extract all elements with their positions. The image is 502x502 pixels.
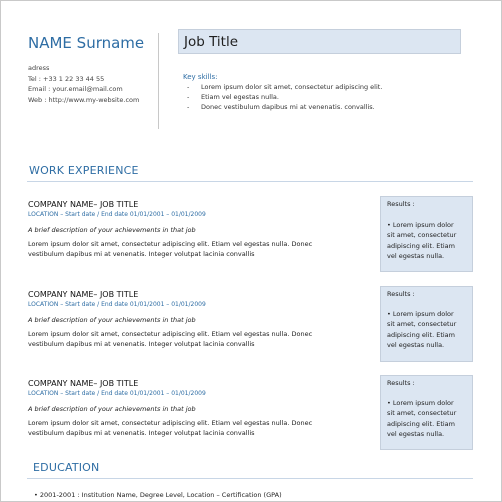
education-heading: EDUCATION	[33, 461, 100, 474]
results-box	[380, 196, 473, 272]
job-company: COMPANY NAME– JOB TITLE	[28, 379, 139, 388]
work-experience-rule	[27, 181, 473, 182]
contact-email: Email : your.email@mail.com	[28, 85, 123, 94]
job-title-box	[178, 29, 461, 54]
job-description: A brief description of your achievements in that job	[28, 405, 196, 413]
job-company: COMPANY NAME– JOB TITLE	[28, 290, 139, 299]
candidate-name: NAME Surname	[28, 34, 145, 52]
results-label: Results :	[387, 200, 415, 208]
job-entry	[28, 290, 373, 349]
skill-item: - Lorem ipsum dolor sit amet, consectetur adipiscing elit.	[187, 83, 383, 91]
contact-block	[28, 63, 139, 105]
results-text: • Lorem ipsum dolor sit amet, consectetur adipiscing elit. Etiam vel egestas nulla.	[387, 399, 457, 439]
job-body: Lorem ipsum dolor sit amet, consectetur adipiscing elit. Etiam vel egestas nulla. Donec vestibulum dapibus mi at venenatis. Integer volutpat lacinia convallis	[28, 330, 313, 348]
contact-address: adress	[28, 64, 50, 72]
results-label: Results :	[387, 379, 415, 387]
work-experience-heading: WORK EXPERIENCE	[29, 164, 139, 177]
job-description: A brief description of your achievements in that job	[28, 226, 196, 234]
job-location: LOCATION – Start date / End date 01/01/2001 – 01/01/2009	[28, 301, 206, 308]
skills-list	[187, 82, 382, 112]
job-entry	[28, 200, 373, 259]
skills-label: Key skills:	[183, 73, 218, 81]
skill-bullet: -	[187, 83, 190, 91]
skill-item: - Etiam vel egestas nulla.	[187, 93, 279, 101]
skill-bullet: -	[187, 93, 190, 101]
header-divider	[158, 33, 159, 129]
job-body: Lorem ipsum dolor sit amet, consectetur adipiscing elit. Etiam vel egestas nulla. Donec vestibulum dapibus mi at venenatis. Integer volutpat lacinia convallis	[28, 240, 313, 258]
job-title: Job Title	[184, 34, 239, 50]
results-text: • Lorem ipsum dolor sit amet, consectetur adipiscing elit. Etiam vel egestas nulla.	[387, 310, 457, 350]
results-box	[380, 375, 473, 450]
skill-bullet: -	[187, 103, 190, 111]
contact-website: Web : http://www.my-website.com	[28, 95, 140, 104]
contact-phone: Tel : +33 1 22 33 44 55	[28, 74, 105, 83]
job-company: COMPANY NAME– JOB TITLE	[28, 200, 139, 209]
job-location: LOCATION – Start date / End date 01/01/2001 – 01/01/2009	[28, 211, 206, 218]
results-text: • Lorem ipsum dolor sit amet, consectetur adipiscing elit. Etiam vel egestas nulla.	[387, 221, 457, 261]
job-description: A brief description of your achievements in that job	[28, 316, 196, 324]
results-box	[380, 286, 473, 362]
job-location: LOCATION – Start date / End date 01/01/2001 – 01/01/2009	[28, 390, 206, 397]
skill-item: - Donec vestibulum dapibus mi at venenatis. convallis.	[187, 103, 375, 111]
results-label: Results :	[387, 290, 415, 298]
education-rule	[27, 478, 473, 479]
job-body: Lorem ipsum dolor sit amet, consectetur adipiscing elit. Etiam vel egestas nulla. Donec vestibulum dapibus mi at venenatis. Integer volutpat lacinia convallis	[28, 419, 313, 437]
job-entry	[28, 379, 373, 438]
education-item: • 2001-2001 : Institution Name, Degree Level, Location – Certification (GPA)	[34, 491, 282, 499]
